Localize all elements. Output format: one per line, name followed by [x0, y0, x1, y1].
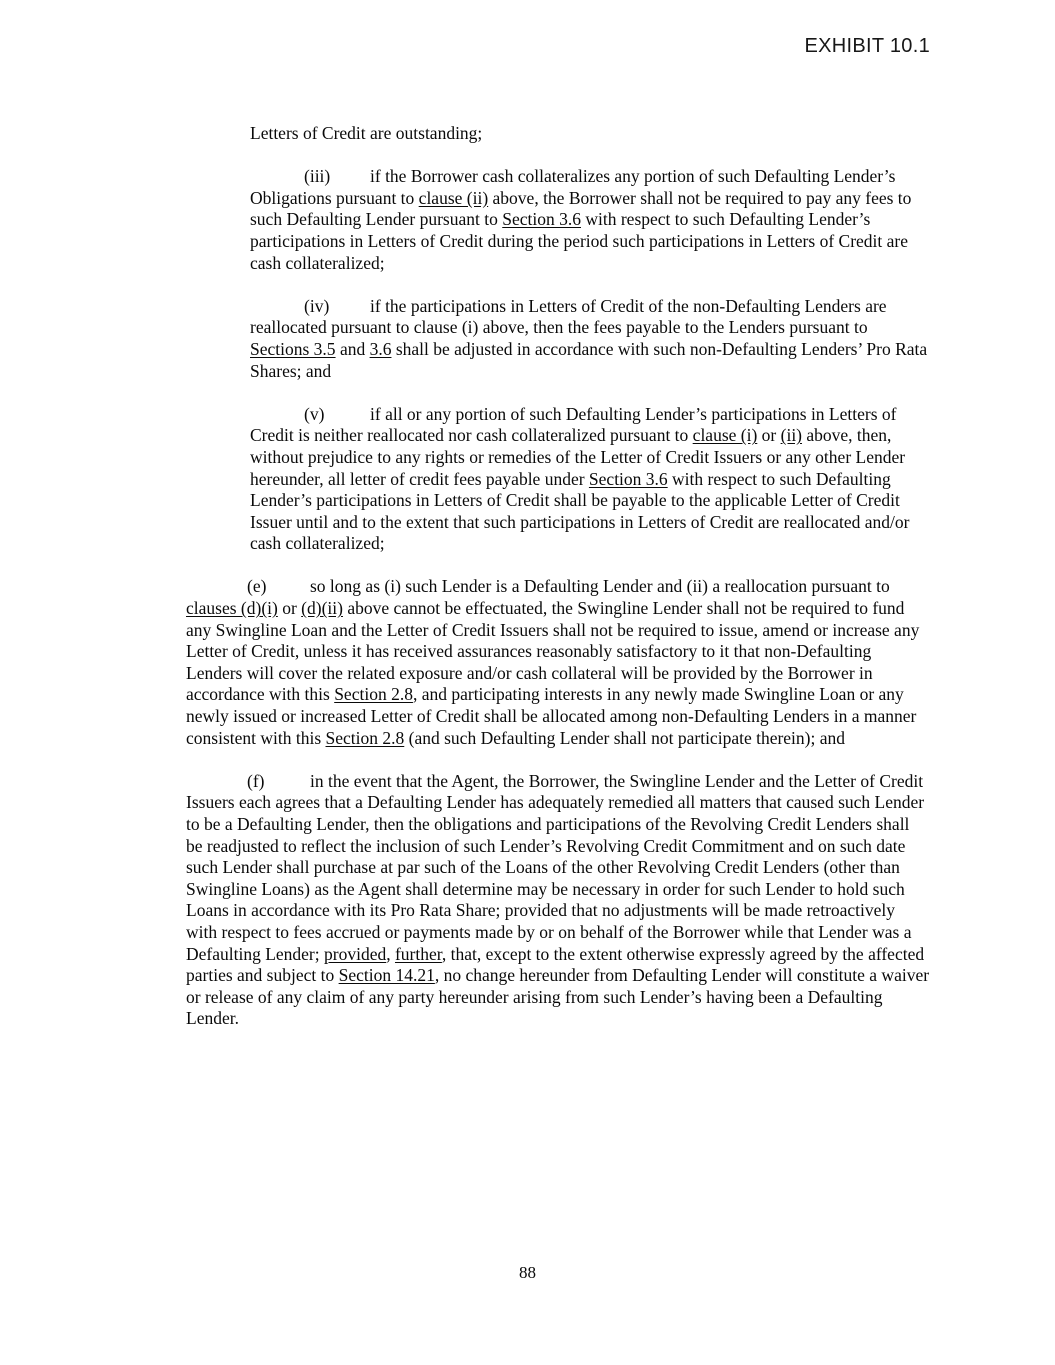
text-segment: shall be adjusted in accordance with such non-Defaulting Lenders’ Pro Rata Shares; and — [250, 338, 928, 381]
cross-reference: further — [394, 943, 442, 964]
cross-reference: (d)(ii) — [301, 598, 343, 619]
paragraph-label: (iii) — [304, 166, 331, 187]
text-segment: , and participating interests in any newly made Swingline Loan or any newly issued or increased Letter of Credit shall be allocated among non-Defaulting Lenders in a manner consistent with this — [186, 684, 917, 748]
cross-reference: Sections 3.5 — [250, 338, 336, 359]
cross-reference: (ii) — [780, 425, 803, 446]
paragraph-label: (v) — [304, 403, 325, 424]
text-segment: , no change hereunder from Defaulting Lender will constitute a waiver or release of any claim of any party hereunder arising from such Lender’s having been a Defaulting Lender. — [186, 965, 930, 1029]
paragraph-continuation — [250, 123, 930, 145]
cross-reference: Section 2.8 — [325, 727, 405, 748]
paragraph-label: (f) — [247, 770, 265, 791]
paragraph-e — [186, 576, 930, 749]
text-segment: or — [277, 598, 302, 619]
text-segment: so long as (i) such Lender is a Defaulting Lender and (ii) a reallocation pursuant to — [310, 576, 890, 597]
text-segment: above cannot be effectuated, the Swingline Lender shall not be required to fund any Swingline Loan and the Letter of Credit Issuers shall not be required to issue, amend or increase any Letter of Credit, unless it has received assurances reasonably satisfactory to it that non-Defaulting Lenders will cover the related exposure and/or cash collateral will be provided by the Borrower in accordance with this — [186, 598, 920, 705]
text-segment: in the event that the Agent, the Borrower, the Swingline Lender and the Letter of Credit Issuers each agrees that a Defaulting Lender has adequately remedied all matters that caused such Lender to be a Defaulting Lender, then the obligations and participations of the Revolving Credit Lenders shall be readjusted to reflect the inclusion of such Lender’s Revolving Credit Commitment and on such date such Lender shall purchase at par such of the Loans of the other Revolving Credit Lenders (other than Swingline Loans) as the Agent shall determine may be necessary in order for such Lender to hold such Loans in accordance with its Pro Rata Share; provided that no adjustments will be made retroactively with respect to fees accrued or payments made by or on behalf of the Borrower while that Lender was a Defaulting Lender; — [186, 770, 925, 964]
text-segment: (and such Defaulting Lender shall not participate therein); and — [404, 727, 846, 748]
text-segment: with respect to such Defaulting Lender’s participations in Letters of Credit during the period such participations in Letters of Credit are cash collateralized; — [250, 209, 909, 273]
cross-reference: provided — [324, 943, 387, 964]
paragraph-iii — [250, 166, 930, 274]
text-segment: Letters of Credit are outstanding; — [250, 123, 483, 143]
text-segment: and — [335, 338, 370, 359]
text-segment: with respect to such Defaulting Lender’s participations in Letters of Credit shall be payable to the applicable Letter of Credit Issuer until and to the extent that such participations in Letters of Credit are reallocated and/or cash collateralized; — [250, 468, 910, 554]
text-segment: if all or any portion of such Defaulting Lender’s participations in Letters of Credit is neither reallocated nor cash collateralized pursuant to — [250, 403, 897, 446]
text-segment: , that, except to the extent otherwise expressly agreed by the affected parties and subject to — [186, 943, 925, 986]
text-segment: if the participations in Letters of Credit of the non-Defaulting Lenders are reallocated pursuant to clause (i) above, then the fees payable to the Lenders pursuant to — [250, 295, 887, 338]
page-number: 88 — [519, 1263, 536, 1282]
text-segment: if the Borrower cash collateralizes any portion of such Defaulting Lender’s Obligations pursuant to — [250, 166, 896, 208]
text-segment: above, then, without prejudice to any rights or remedies of the Letter of Credit Issuers or any other Lender hereunder, all letter of credit fees payable under — [250, 425, 906, 489]
paragraph-iv — [250, 296, 930, 382]
text-segment: or — [757, 425, 781, 446]
paragraph-label: (e) — [247, 576, 267, 597]
cross-reference: Section 3.6 — [502, 209, 581, 230]
cross-reference: clauses (d)(i) — [186, 598, 278, 619]
paragraph-v — [250, 404, 930, 555]
paragraph-label: (iv) — [304, 295, 330, 316]
paragraph-f — [186, 771, 930, 1030]
text-segment: , — [386, 943, 395, 964]
text-segment: above, the Borrower shall not be required to pay any fees to such Defaulting Lender pursuant to — [250, 187, 912, 230]
cross-reference: Section 2.8 — [334, 684, 413, 705]
cross-reference: Section 14.21 — [338, 965, 435, 986]
document-body — [0, 123, 1055, 1052]
cross-reference: clause (i) — [692, 425, 758, 446]
cross-reference: Section 3.6 — [588, 468, 668, 489]
exhibit-header: EXHIBIT 10.1 — [804, 35, 930, 57]
cross-reference: 3.6 — [369, 338, 392, 359]
cross-reference: clause (ii) — [418, 187, 489, 208]
